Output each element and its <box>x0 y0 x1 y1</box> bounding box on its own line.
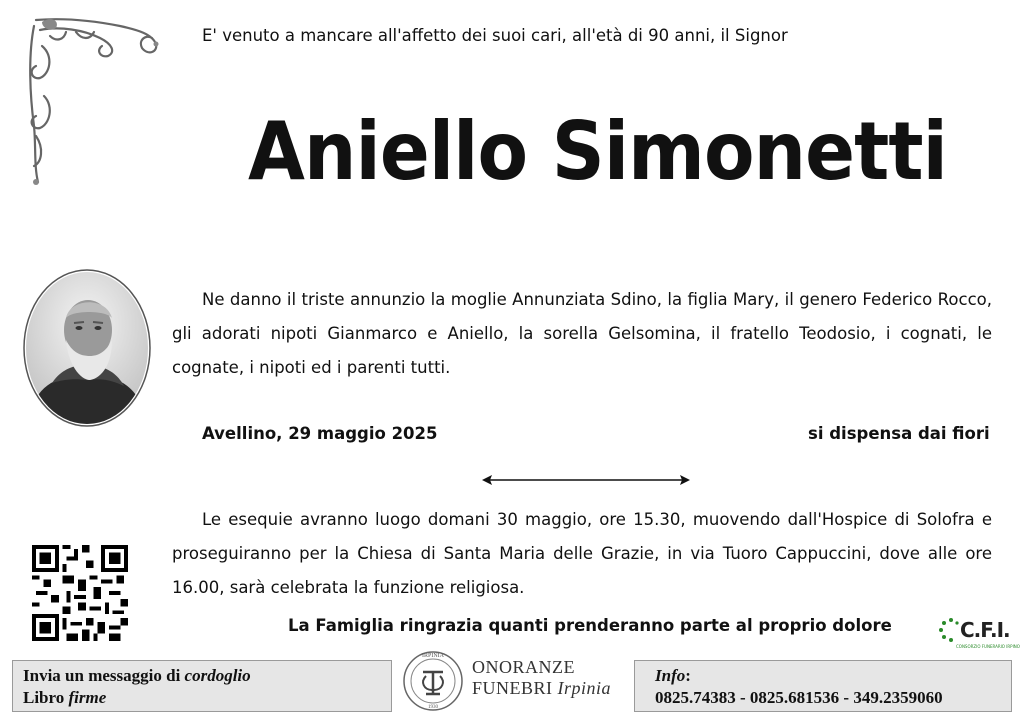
cfi-tagline: CONSORZIO FUNERARIO IRPINO <box>956 644 1020 649</box>
cfi-text: C.F.I. <box>960 618 1010 642</box>
info-label: Info: <box>655 666 691 685</box>
cfi-logo <box>938 616 1020 656</box>
portrait-image <box>22 268 152 428</box>
qr-code-icon[interactable] <box>32 545 128 641</box>
thanks-text: La Famiglia ringrazia quanti prenderanno parte al proprio dolore <box>288 616 892 635</box>
funeral-home-seal-icon <box>402 648 464 714</box>
intro-text: E' venuto a mancare all'affetto dei suoi cari, all'età di 90 anni, il Signor <box>202 26 788 45</box>
deceased-name: Aniello Simonetti <box>248 105 947 198</box>
flowers-note: si dispensa dai fiori <box>808 424 990 443</box>
info-phones: 0825.74383 - 0825.681536 - 349.2359060 <box>655 688 943 707</box>
condolence-line[interactable]: Invia un messaggio di cordoglio <box>23 666 251 685</box>
announcement-text: Ne danno il triste annunzio la moglie Annunziata Sdino, la figlia Mary, il genero Federico Rocco, gli adorati nipoti Gianmarco e Aniello, la sorella Gelsomina, il fratello Teodosio, i cognati, le cognate, i nipoti ed i parenti tutti. <box>172 290 992 377</box>
double-arrow-icon <box>480 470 692 490</box>
funeral-text: Le esequie avranno luogo domani 30 maggio, ore 15.30, muovendo dall'Hospice di Solofra e proseguiranno per la Chiesa di Santa Maria delle Grazie, in via Tuoro Cappuccini, dove alle ore 16.00, sarà celebrata la funzione religiosa. <box>172 510 992 597</box>
seal-year-text: 1930 <box>428 705 438 710</box>
place-date: Avellino, 29 maggio 2025 <box>202 424 438 443</box>
condolence-box[interactable] <box>12 660 392 712</box>
funeral-home-name: ONORANZE FUNEBRI Irpinia <box>472 657 612 698</box>
seal-top-text: IRPINIA <box>422 653 444 659</box>
info-box <box>634 660 1012 712</box>
guestbook-line[interactable]: Libro firme <box>23 688 107 707</box>
corner-ornament-icon <box>20 16 160 188</box>
